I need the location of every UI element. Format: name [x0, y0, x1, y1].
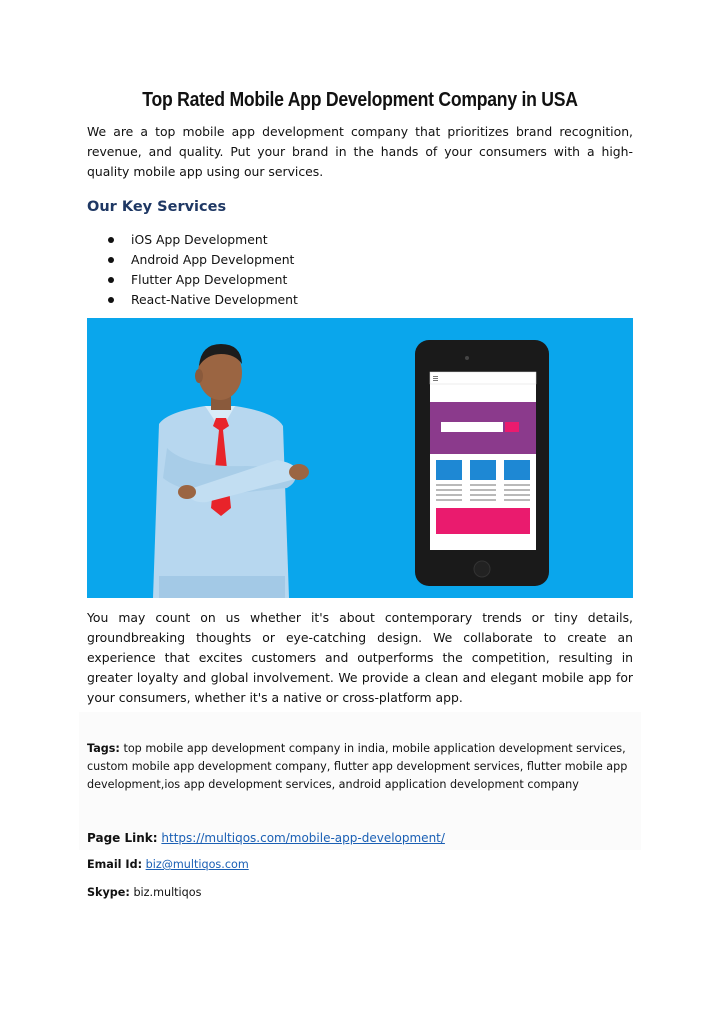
- service-label: Flutter App Development: [131, 272, 288, 287]
- skype-label: Skype:: [87, 886, 130, 899]
- businessman-figure: [153, 344, 309, 598]
- smartphone-illustration: [415, 340, 549, 586]
- email-label: Email Id:: [87, 858, 143, 871]
- email-row: [87, 858, 249, 871]
- service-label: Android App Development: [131, 252, 295, 267]
- bullet-icon: [108, 237, 114, 243]
- phone-cta: [436, 508, 530, 534]
- services-heading: Our Key Services: [87, 199, 227, 215]
- page-link-row: [87, 831, 445, 845]
- tags-text: top mobile app development company in india, mobile application development services, custom mobile app development company, flutter app development services, flutter mobile app development,ios app development services, android application development company: [87, 742, 628, 791]
- service-label: iOS App Development: [131, 232, 268, 247]
- service-label: React-Native Development: [131, 292, 298, 307]
- businessman-phone-illustration: [87, 318, 633, 598]
- body-paragraph: You may count on us whether it's about contemporary trends or tiny details, groundbreaking thoughts or eye-catching design. We collaborate to create an experience that excites customers and outperforms the competition, resulting in greater loyalty and global involvement. We provide a clean and elegant mobile app for your consumers, whether it's a native or cross-platform app.: [87, 610, 633, 705]
- service-item: [87, 270, 298, 290]
- tags-label: Tags:: [87, 742, 120, 755]
- bullet-icon: [108, 277, 114, 283]
- services-list: [87, 230, 298, 310]
- page-link-label: Page Link:: [87, 831, 158, 845]
- email-link[interactable]: biz@multiqos.com: [145, 858, 249, 871]
- service-item: [87, 250, 298, 270]
- skype-row: [87, 886, 201, 899]
- hero-illustration: [87, 318, 633, 598]
- page-title: Top Rated Mobile App Development Company in USA: [142, 88, 578, 111]
- service-item: [87, 290, 298, 310]
- service-item: [87, 230, 298, 250]
- page-link[interactable]: https://multiqos.com/mobile-app-development/: [161, 831, 445, 845]
- skype-id: biz.multiqos: [133, 886, 202, 899]
- bullet-icon: [108, 257, 114, 263]
- tags-block: [87, 740, 633, 794]
- intro-paragraph: We are a top mobile app development company that prioritizes brand recognition, revenue, and quality. Put your brand in the hands of your consumers with a high-quality mobile app using our services.: [87, 124, 633, 179]
- bullet-icon: [108, 297, 114, 303]
